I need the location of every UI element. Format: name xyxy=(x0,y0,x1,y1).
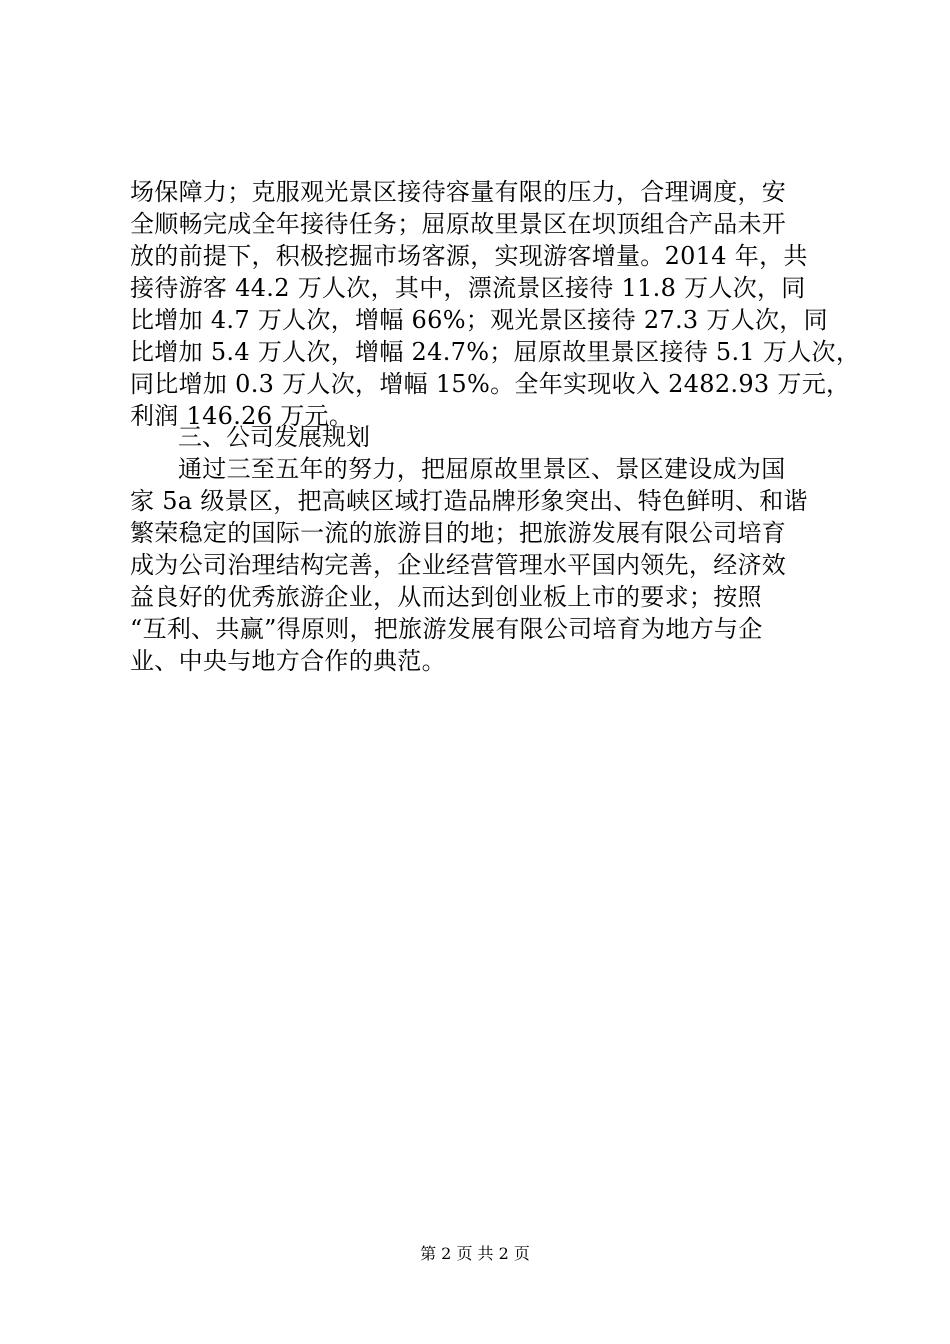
paragraph-line: 成为公司治理结构完善，企业经营管理水平国内领先，经济效 xyxy=(130,551,787,579)
paragraph-line: 比增加 5.4 万人次，增幅 24.7%；屈原故里景区接待 5.1 万人次， xyxy=(130,338,861,366)
paragraph-line: 放的前提下，积极挖掘市场客源，实现游客增量。2014 年，共 xyxy=(130,242,808,270)
paragraph-line: “互利、共赢”得原则，把旅游发展有限公司培育为地方与企 xyxy=(130,615,763,643)
section-heading: 三、公司发展规划 xyxy=(178,423,370,451)
paragraph-line: 业、中央与地方合作的典范。 xyxy=(130,647,446,675)
paragraph-line: 同比增加 0.3 万人次，增幅 15%。全年实现收入 2482.93 万元， xyxy=(130,370,851,398)
paragraph-line: 益良好的优秀旅游企业，从而达到创业板上市的要求；按照 xyxy=(130,583,762,611)
paragraph-line: 比增加 4.7 万人次，增幅 66%；观光景区接待 27.3 万人次，同 xyxy=(130,306,828,334)
paragraph-line: 场保障力；克服观光景区接待容量有限的压力，合理调度，安 xyxy=(130,178,787,206)
paragraph-line: 家 5a 级景区，把高峡区域打造品牌形象突出、特色鲜明、和谐 xyxy=(130,487,808,515)
paragraph-development-plan xyxy=(130,453,830,677)
paragraph-line: 繁荣稳定的国际一流的旅游目的地；把旅游发展有限公司培育 xyxy=(130,519,787,547)
paragraph-line: 全顺畅完成全年接待任务；屈原故里景区在坝顶组合产品未开 xyxy=(130,210,787,238)
page-footer: 第 2 页 共 2 页 xyxy=(420,1244,530,1263)
paragraph-line: 利润 146.26 万元。 xyxy=(130,402,354,430)
paragraph-line: 通过三至五年的努力，把屈原故里景区、景区建设成为国 xyxy=(178,455,786,483)
paragraph-line: 接待游客 44.2 万人次，其中，漂流景区接待 11.8 万人次，同 xyxy=(130,274,806,302)
paragraph-operations-summary xyxy=(130,176,861,432)
